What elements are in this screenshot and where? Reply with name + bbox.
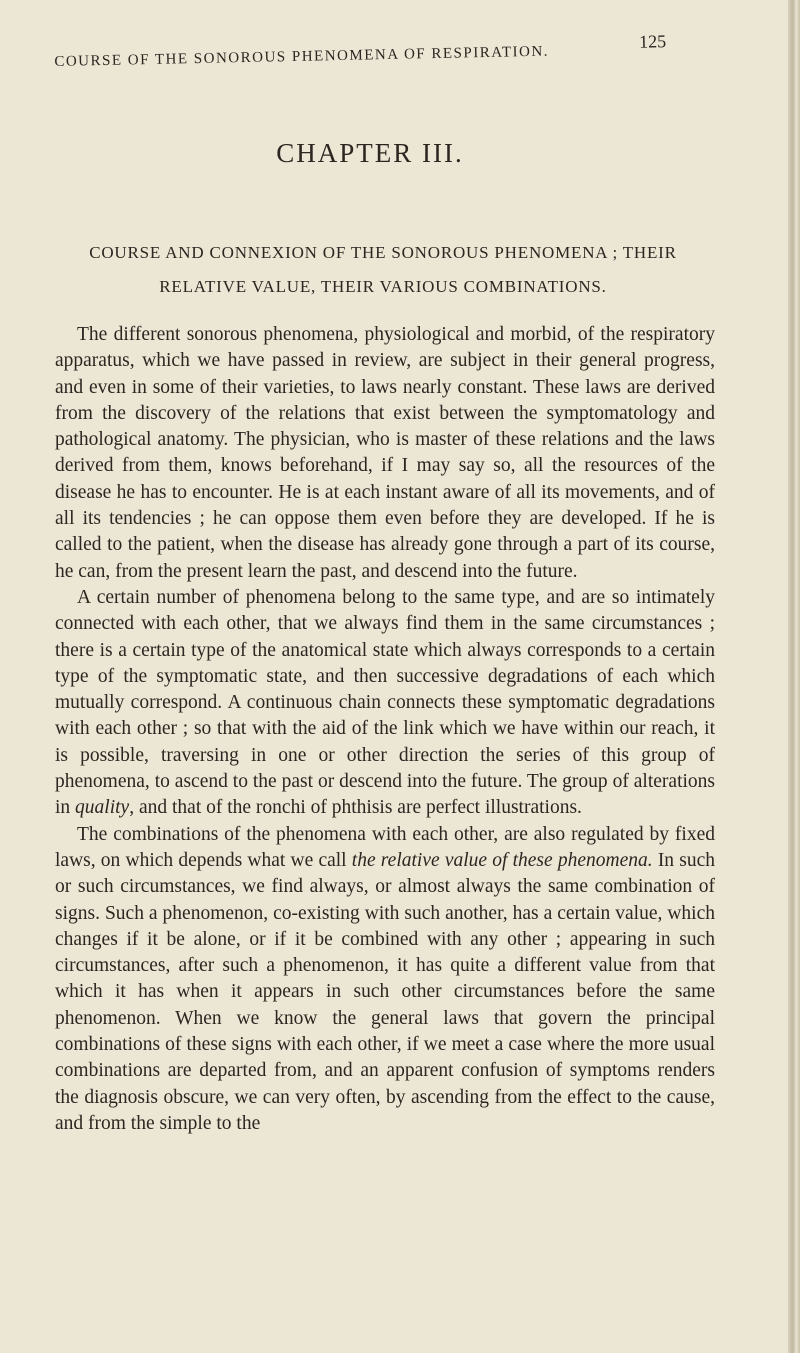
page-number: 125 xyxy=(638,31,667,52)
chapter-subtitle-line-2: RELATIVE VALUE, THEIR VARIOUS COMBINATIONS. xyxy=(159,277,607,296)
paragraph-2-text-b: , and that of the ronchi of phthisis are perfect illustrations. xyxy=(129,797,582,819)
paragraph-2 xyxy=(55,585,715,822)
paragraph-3-text-b: In such or such circumstances, we find always, or almost always the same combination of signs. Such a phenomenon, co-existing with such another, has a certain value, which changes if it be alone, or if it be combined with any other ; appearing in such circumstances, after such a phenomenon, it has quite a different value from that which it has when it appears in such other circumstances before the same phenomenon. When we know the general laws that govern the principal combinations of these signs with each other, if we meet a case where the more usual combinations are departed from, and an apparent confusion of symptoms renders the diagnosis obscure, we can very often, by ascending from the effect to the cause, and from the simple to the xyxy=(55,849,715,1134)
paragraph-3 xyxy=(55,822,715,1138)
paragraph-2-emphasis: quality xyxy=(75,797,130,819)
running-head xyxy=(54,31,666,74)
paragraph-2-text-a: A certain number of phenomena belong to the same type, and are so intimately connected with each other, that we always find them in the same circumstances ; there is a certain type of the anatomical state which always corresponds to a certain type of the symptomatic state, and then successive degradations of each which mutually correspond. A continuous chain connects these symptomatic degradations with each other ; so that with the aid of the link which we have within our reach, it is possible, traversing in one or other direction the series of this group of phenomena, to ascend to the past or descend into the future. The group of alterations in xyxy=(55,586,715,819)
paragraph-1 xyxy=(55,322,715,585)
chapter-subtitle xyxy=(58,236,708,304)
paragraph-3-text-a: The combinations of the phenomena with each other, are also regulated by fixed laws, on which depends what we call xyxy=(55,823,715,871)
chapter-title: CHAPTER III. xyxy=(276,138,464,168)
running-title: COURSE OF THE SONOROUS PHENOMENA OF RESPIRATION. xyxy=(54,43,550,70)
paragraph-1-text: The different sonorous phenomena, physiological and morbid, of the respiratory apparatus, which we have passed in review, are subject in their general progress, and even in some of their varieties, to laws nearly constant. These laws are derived from the discovery of the relations that exist between the symptomatology and pathological anatomy. The physician, who is master of these relations and the laws derived from them, knows beforehand, if I may say so, all the resources of the disease he has to encounter. He is at each instant aware of all its movements, and of all its tendencies ; he can oppose them even before they are developed. If he is called to the patient, when the disease has already gone through a part of its course, he can, from the present learn the past, and descend into the future. xyxy=(55,324,715,582)
body-text xyxy=(55,322,715,1137)
paragraph-3-emphasis: the relative value of these phenomena. xyxy=(351,849,653,871)
chapter-subtitle-line-1: COURSE AND CONNEXION OF THE SONOROUS PHENOMENA ; THEIR xyxy=(89,243,677,262)
page-edge xyxy=(788,0,800,1353)
